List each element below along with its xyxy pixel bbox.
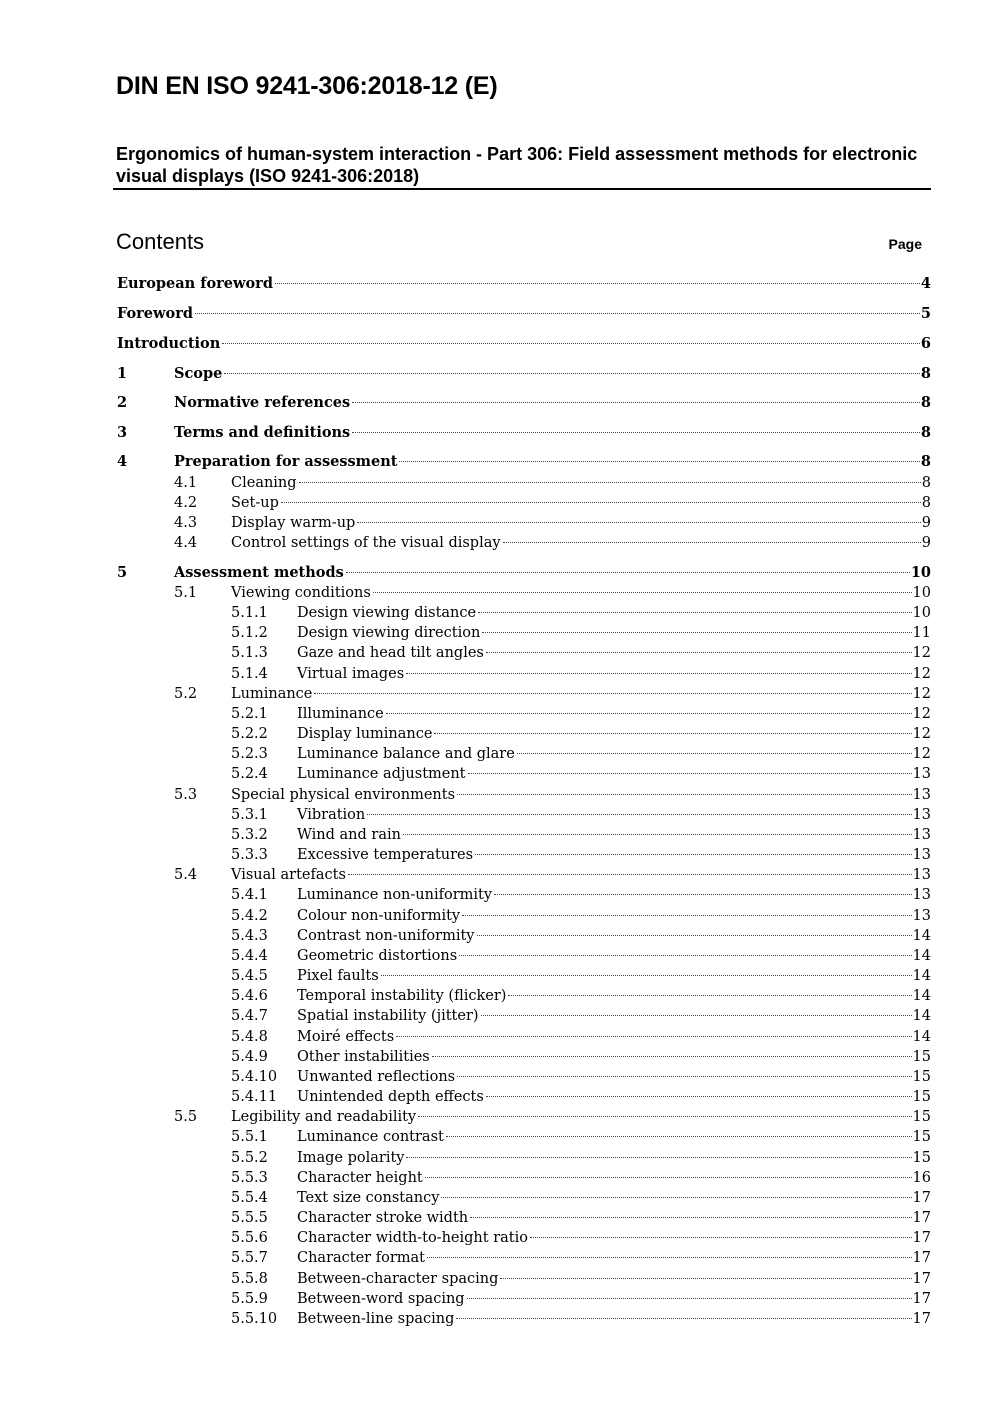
toc-entry-title: Special physical environments (231, 787, 456, 803)
toc-entry[interactable] (0, 1309, 992, 1329)
toc-entry-number: 4.3 (174, 515, 198, 531)
toc-entry[interactable] (0, 452, 992, 472)
toc-dot-leader (381, 975, 912, 976)
toc-dot-leader (475, 854, 911, 855)
toc-entry-page: 13 (912, 867, 931, 883)
toc-entry-title: Geometric distortions (297, 948, 458, 964)
toc-entry[interactable] (0, 603, 992, 623)
toc-dot-leader (314, 693, 911, 694)
contents-heading: Contents (116, 229, 205, 254)
toc-entry[interactable] (0, 274, 992, 294)
toc-entry-line (297, 1208, 931, 1228)
page-column-heading: Page (888, 236, 922, 252)
toc-entry[interactable] (0, 1289, 992, 1309)
toc-entry[interactable] (0, 1248, 992, 1268)
toc-entry-page: 17 (912, 1250, 931, 1266)
toc-entry[interactable] (0, 684, 992, 704)
toc-entry[interactable] (0, 513, 992, 533)
toc-entry-line (174, 393, 931, 413)
toc-entry-number: 5.5.4 (231, 1190, 268, 1206)
toc-entry-title: Wind and rain (297, 827, 401, 843)
toc-dot-leader (352, 402, 920, 403)
toc-dot-leader (222, 343, 920, 344)
toc-entry-page: 8 (920, 394, 931, 411)
toc-entry-title: Pixel faults (297, 968, 379, 984)
toc-entry-number: 5.2.4 (231, 766, 268, 782)
toc-entry-line (297, 1248, 931, 1268)
toc-entry-title: Illuminance (297, 706, 384, 722)
toc-entry-title: Visual artefacts (231, 867, 346, 883)
toc-entry-line (297, 1309, 931, 1329)
toc-entry-title: Luminance balance and glare (297, 746, 515, 762)
toc-dot-leader (500, 1278, 911, 1279)
toc-entry-number: 5.4.2 (231, 908, 268, 924)
toc-dot-leader (494, 894, 912, 895)
toc-entry-title: Unintended depth effects (297, 1089, 484, 1105)
toc-entry[interactable] (0, 1027, 992, 1047)
toc-entry[interactable] (0, 1127, 992, 1147)
toc-entry-line (297, 926, 931, 946)
toc-dot-leader (432, 1056, 912, 1057)
toc-entry[interactable] (0, 423, 992, 443)
toc-entry-line (297, 643, 931, 663)
toc-dot-leader (470, 1217, 911, 1218)
toc-entry-title: Other instabilities (297, 1049, 430, 1065)
toc-dot-leader (396, 1036, 911, 1037)
toc-entry-line (231, 785, 931, 805)
toc-entry-page: 17 (912, 1230, 931, 1246)
toc-entry-line (297, 1067, 931, 1087)
toc-entry-title: Design viewing distance (297, 605, 477, 621)
toc-entry-number: 5.4.4 (231, 948, 268, 964)
toc-entry-title: Moiré effects (297, 1029, 395, 1045)
toc-entry-number: 5.4.1 (231, 887, 268, 903)
toc-entry-title: Viewing conditions (231, 585, 371, 601)
toc-entry-title: Contrast non-uniformity (297, 928, 475, 944)
toc-entry-line (297, 966, 931, 986)
toc-entry-number: 5.5.5 (231, 1210, 268, 1226)
toc-entry-line (297, 1027, 931, 1047)
toc-entry-title: Text size constancy (297, 1190, 440, 1206)
toc-entry-line (297, 1188, 931, 1208)
toc-entry-number: 4.1 (174, 475, 198, 491)
toc-entry[interactable] (0, 583, 992, 603)
toc-entry[interactable] (0, 946, 992, 966)
toc-entry-title: Display luminance (297, 726, 433, 742)
toc-entry-page: 14 (912, 988, 931, 1004)
toc-entry-number: 1 (117, 365, 128, 382)
toc-entry-line (297, 1228, 931, 1248)
toc-entry-number: 5.2 (174, 686, 198, 702)
toc-dot-leader (352, 432, 920, 433)
toc-entry-page: 14 (912, 928, 931, 944)
toc-entry-line (297, 1087, 931, 1107)
toc-entry-number: 5.5.9 (231, 1291, 268, 1307)
toc-entry-number: 5.4.7 (231, 1008, 268, 1024)
toc-entry[interactable] (0, 825, 992, 845)
toc-entry-title: Luminance non-uniformity (297, 887, 493, 903)
toc-entry-page: 8 (920, 453, 931, 470)
toc-entry-number: 5.2.1 (231, 706, 268, 722)
toc-entry-title: Luminance (231, 686, 313, 702)
toc-entry-line (231, 583, 931, 603)
toc-entry-page: 8 (920, 424, 931, 441)
toc-entry-line (117, 274, 931, 294)
toc-dot-leader (406, 1157, 911, 1158)
toc-entry-line (174, 423, 931, 443)
toc-entry-title: Scope (174, 365, 223, 382)
toc-entry-number: 4.2 (174, 495, 198, 511)
toc-entry-page: 13 (912, 887, 931, 903)
toc-entry[interactable] (0, 1006, 992, 1026)
toc-entry-line (117, 334, 931, 354)
toc-dot-leader (427, 1257, 912, 1258)
toc-dot-leader (425, 1177, 912, 1178)
toc-entry-title: Virtual images (297, 666, 405, 682)
toc-entry[interactable] (0, 623, 992, 643)
toc-entry-title: Character width-to-height ratio (297, 1230, 528, 1246)
toc-entry-title: Between-line spacing (297, 1311, 455, 1327)
toc-entry-title: Between-word spacing (297, 1291, 465, 1307)
toc-entry-line (174, 563, 931, 583)
toc-entry[interactable] (0, 986, 992, 1006)
toc-entry-title: Unwanted reflections (297, 1069, 456, 1085)
toc-entry-number: 5.1.2 (231, 625, 268, 641)
toc-entry[interactable] (0, 785, 992, 805)
toc-dot-leader (457, 1076, 911, 1077)
toc-entry-line (297, 704, 931, 724)
toc-dot-leader (275, 283, 920, 284)
toc-entry-page: 15 (912, 1150, 931, 1166)
toc-dot-leader (373, 592, 912, 593)
toc-dot-leader (486, 1096, 912, 1097)
toc-dot-leader (299, 482, 921, 483)
toc-entry-page: 13 (912, 827, 931, 843)
toc-entry-page: 14 (912, 968, 931, 984)
toc-entry-page: 8 (921, 495, 931, 511)
toc-entry-page: 17 (912, 1291, 931, 1307)
toc-entry-page: 13 (912, 766, 931, 782)
toc-entry-page: 12 (912, 666, 931, 682)
toc-entry[interactable] (0, 1107, 992, 1127)
toc-entry-title: Gaze and head tilt angles (297, 645, 484, 661)
toc-entry-number: 5.5 (174, 1109, 198, 1125)
toc-entry-title: Character height (297, 1170, 423, 1186)
toc-entry-page: 8 (921, 475, 931, 491)
toc-entry-title: Foreword (117, 305, 193, 322)
toc-dot-leader (346, 572, 910, 573)
toc-dot-leader (281, 502, 921, 503)
toc-dot-leader (482, 632, 911, 633)
toc-dot-leader (418, 1116, 911, 1117)
toc-entry-number: 4 (117, 453, 128, 470)
toc-dot-leader (478, 612, 911, 613)
toc-dot-leader (446, 1136, 912, 1137)
toc-entry-line (297, 1006, 931, 1026)
toc-entry-title: Character stroke width (297, 1210, 469, 1226)
toc-entry[interactable] (0, 1047, 992, 1067)
toc-entry-title: Set-up (231, 495, 279, 511)
toc-entry-line (297, 664, 931, 684)
toc-entry[interactable] (0, 744, 992, 764)
toc-entry[interactable] (0, 364, 992, 384)
toc-entry-title: Image polarity (297, 1150, 405, 1166)
toc-entry-line (297, 986, 931, 1006)
toc-entry-title: Luminance contrast (297, 1129, 444, 1145)
toc-entry-page: 17 (912, 1210, 931, 1226)
toc-entry-page: 14 (912, 1008, 931, 1024)
toc-dot-leader (386, 713, 912, 714)
toc-entry-title: Spatial instability (jitter) (297, 1008, 479, 1024)
toc-entry-title: Legibility and readability (231, 1109, 417, 1125)
toc-entry-number: 5.5.6 (231, 1230, 268, 1246)
toc-entry-page: 12 (912, 706, 931, 722)
toc-entry-number: 5.1.4 (231, 666, 268, 682)
toc-entry-number: 5.5.10 (231, 1311, 278, 1327)
toc-dot-leader (508, 995, 911, 996)
toc-entry[interactable] (0, 664, 992, 684)
toc-entry[interactable] (0, 764, 992, 784)
toc-entry[interactable] (0, 393, 992, 413)
toc-entry-page: 17 (912, 1311, 931, 1327)
toc-entry-number: 5.1.3 (231, 645, 268, 661)
document-title: DIN EN ISO 9241-306:2018-12 (E) (116, 72, 498, 100)
toc-entry-title: Luminance adjustment (297, 766, 466, 782)
toc-entry-number: 4.4 (174, 535, 198, 551)
toc-entry[interactable] (0, 334, 992, 354)
toc-entry-number: 5.4.11 (231, 1089, 278, 1105)
toc-dot-leader (530, 1237, 912, 1238)
toc-entry-page: 13 (912, 908, 931, 924)
toc-entry-line (297, 1127, 931, 1147)
toc-entry-title: Colour non-uniformity (297, 908, 461, 924)
toc-entry[interactable] (0, 1188, 992, 1208)
toc-dot-leader (406, 673, 911, 674)
toc-entry-number: 5.5.3 (231, 1170, 268, 1186)
toc-entry[interactable] (0, 704, 992, 724)
toc-entry[interactable] (0, 1087, 992, 1107)
toc-entry-page: 14 (912, 1029, 931, 1045)
toc-entry-page: 17 (912, 1190, 931, 1206)
toc-entry[interactable] (0, 473, 992, 493)
toc-entry-page: 10 (912, 605, 931, 621)
toc-dot-leader (348, 874, 912, 875)
toc-entry-number: 5.5.8 (231, 1271, 268, 1287)
document-subtitle: Ergonomics of human-system interaction - Part 306: Field assessment methods for electronic visual displays (ISO 9241-306:2018) (116, 144, 918, 186)
toc-entry-title: Between-character spacing (297, 1271, 499, 1287)
toc-entry-page: 10 (910, 564, 931, 581)
toc-entry-number: 5.4.6 (231, 988, 268, 1004)
toc-entry-page: 12 (912, 746, 931, 762)
toc-entry-number: 5.3.3 (231, 847, 268, 863)
toc-entry[interactable] (0, 845, 992, 865)
toc-entry-page: 10 (912, 585, 931, 601)
toc-entry-page: 5 (920, 305, 931, 322)
toc-entry-line (297, 623, 931, 643)
toc-entry-number: 3 (117, 424, 128, 441)
toc-entry-title: Excessive temperatures (297, 847, 474, 863)
toc-entry-page: 16 (912, 1170, 931, 1186)
toc-entry[interactable] (0, 906, 992, 926)
toc-entry[interactable] (0, 493, 992, 513)
toc-entry-number: 5.5.7 (231, 1250, 268, 1266)
toc-entry-title: Control settings of the visual display (231, 535, 501, 551)
toc-entry-line (297, 1047, 931, 1067)
toc-entry-line (297, 1269, 931, 1289)
toc-dot-leader (403, 834, 912, 835)
toc-entry-line (297, 1148, 931, 1168)
toc-entry-page: 12 (912, 726, 931, 742)
toc-entry-line (297, 764, 931, 784)
toc-entry-title: Preparation for assessment (174, 453, 398, 470)
toc-entry-title: Character format (297, 1250, 425, 1266)
toc-entry-line (297, 885, 931, 905)
toc-entry-title: European foreword (117, 275, 273, 292)
toc-entry-line (231, 865, 931, 885)
toc-dot-leader (486, 652, 912, 653)
toc-entry-line (231, 513, 931, 533)
toc-entry-page: 12 (912, 686, 931, 702)
toc-entry-line (231, 473, 931, 493)
toc-entry-line (297, 906, 931, 926)
toc-entry-page: 13 (912, 847, 931, 863)
toc-dot-leader (224, 373, 920, 374)
toc-entry-number: 5.3.1 (231, 807, 268, 823)
toc-dot-leader (459, 955, 911, 956)
toc-entry-number: 5.3 (174, 787, 198, 803)
toc-dot-leader (441, 1197, 911, 1198)
toc-entry-line (174, 364, 931, 384)
toc-dot-leader (481, 1015, 912, 1016)
toc-entry-number: 5.4.9 (231, 1049, 268, 1065)
toc-dot-leader (462, 915, 911, 916)
toc-entry-line (231, 533, 931, 553)
toc-entry-page: 14 (912, 948, 931, 964)
toc-entry-page: 13 (912, 787, 931, 803)
toc-entry-title: Normative references (174, 394, 351, 411)
toc-entry-line (297, 845, 931, 865)
toc-entry-line (297, 805, 931, 825)
toc-dot-leader (456, 1318, 911, 1319)
toc-entry-title: Assessment methods (174, 564, 344, 581)
toc-entry-page: 9 (921, 535, 931, 551)
toc-entry[interactable] (0, 724, 992, 744)
toc-entry-title: Terms and definitions (174, 424, 351, 441)
toc-dot-leader (468, 773, 912, 774)
toc-entry-line (297, 1168, 931, 1188)
toc-entry-line (297, 825, 931, 845)
toc-entry-line (297, 1289, 931, 1309)
toc-entry-line (297, 603, 931, 623)
toc-entry-line (231, 684, 931, 704)
toc-entry-title: Introduction (117, 335, 221, 352)
toc-entry-line (297, 724, 931, 744)
toc-entry-number: 5.2.3 (231, 746, 268, 762)
toc-dot-leader (357, 522, 920, 523)
toc-entry-page: 15 (912, 1049, 931, 1065)
toc-entry[interactable] (0, 885, 992, 905)
toc-entry[interactable] (0, 643, 992, 663)
toc-entry[interactable] (0, 1228, 992, 1248)
toc-entry-page: 6 (920, 335, 931, 352)
toc-entry-number: 5.4.8 (231, 1029, 268, 1045)
toc-entry-title: Design viewing direction (297, 625, 481, 641)
toc-entry[interactable] (0, 1269, 992, 1289)
toc-dot-leader (503, 542, 921, 543)
toc-dot-leader (477, 935, 912, 936)
toc-dot-leader (399, 461, 919, 462)
toc-dot-leader (467, 1298, 912, 1299)
toc-entry-page: 15 (912, 1069, 931, 1085)
toc-entry[interactable] (0, 1208, 992, 1228)
toc-entry-number: 5.5.2 (231, 1150, 268, 1166)
toc-entry[interactable] (0, 563, 992, 583)
toc-entry-number: 5.4 (174, 867, 198, 883)
toc-dot-leader (367, 814, 911, 815)
toc-entry-title: Vibration (297, 807, 366, 823)
toc-entry-page: 15 (912, 1089, 931, 1105)
toc-entry-number: 5.4.10 (231, 1069, 278, 1085)
toc-dot-leader (517, 753, 912, 754)
toc-entry-page: 4 (920, 275, 931, 292)
toc-dot-leader (434, 733, 911, 734)
toc-entry-number: 2 (117, 394, 128, 411)
toc-entry-number: 5.4.5 (231, 968, 268, 984)
toc-entry-number: 5.4.3 (231, 928, 268, 944)
toc-entry-page: 11 (912, 625, 931, 641)
toc-dot-leader (195, 313, 920, 314)
toc-entry-number: 5.1 (174, 585, 198, 601)
toc-entry-title: Temporal instability (flicker) (297, 988, 507, 1004)
toc-entry-page: 12 (912, 645, 931, 661)
toc-entry-line (297, 946, 931, 966)
toc-entry-page: 15 (912, 1129, 931, 1145)
toc-entry-number: 5 (117, 564, 128, 581)
toc-entry-line (297, 744, 931, 764)
toc-entry-number: 5.5.1 (231, 1129, 268, 1145)
toc-entry-line (231, 493, 931, 513)
toc-entry[interactable] (0, 865, 992, 885)
toc-entry-title: Display warm-up (231, 515, 356, 531)
toc-entry-line (117, 304, 931, 324)
toc-entry[interactable] (0, 966, 992, 986)
toc-entry[interactable] (0, 1148, 992, 1168)
toc-entry-number: 5.3.2 (231, 827, 268, 843)
toc-entry[interactable] (0, 533, 992, 553)
toc-entry[interactable] (0, 1168, 992, 1188)
toc-entry[interactable] (0, 304, 992, 324)
toc-entry-line (174, 452, 931, 472)
toc-entry-page: 15 (912, 1109, 931, 1125)
toc-entry-page: 13 (912, 807, 931, 823)
toc-entry-line (231, 1107, 931, 1127)
toc-entry-number: 5.1.1 (231, 605, 268, 621)
toc-entry-number: 5.2.2 (231, 726, 268, 742)
toc-entry[interactable] (0, 1067, 992, 1087)
toc-entry-page: 17 (912, 1271, 931, 1287)
toc-entry[interactable] (0, 926, 992, 946)
toc-entry-page: 9 (921, 515, 931, 531)
toc-entry-page: 8 (920, 365, 931, 382)
toc-entry[interactable] (0, 805, 992, 825)
toc-entry-title: Cleaning (231, 475, 297, 491)
toc-dot-leader (457, 794, 912, 795)
